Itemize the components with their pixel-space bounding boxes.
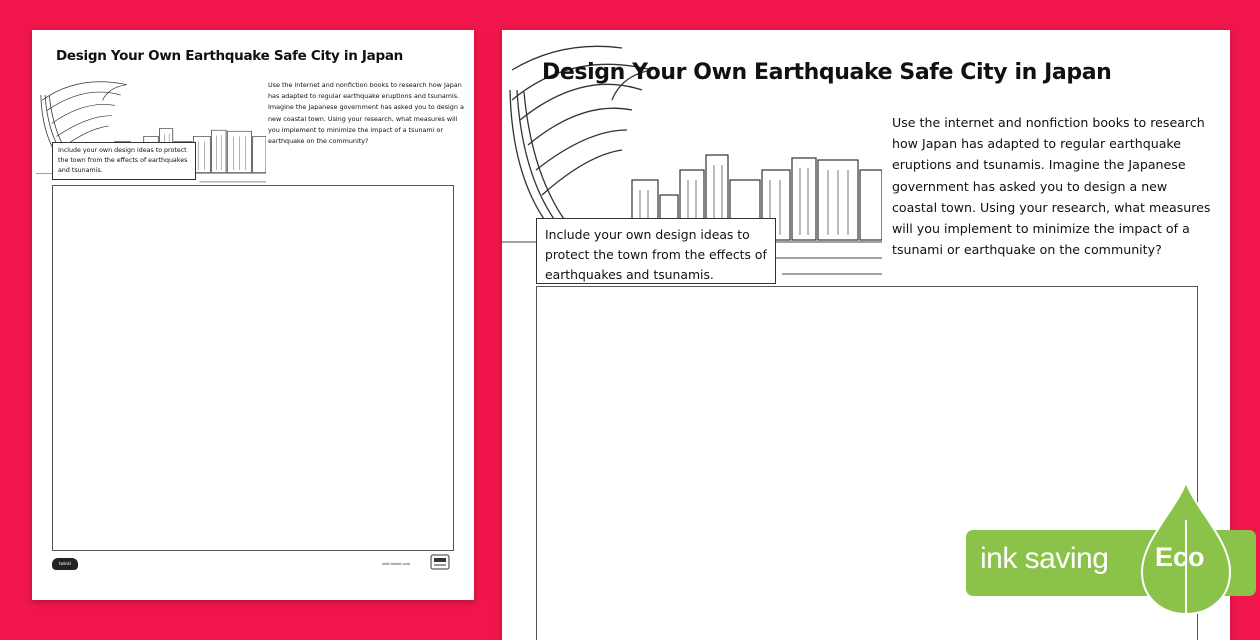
footer-url: visit twinkl.com <box>382 562 411 566</box>
worksheet-preview-small <box>32 30 474 600</box>
worksheet-instructions: Use the internet and nonfiction books to research how Japan has adapted to regular earthquake eruptions and tsunamis. Imagine the Japanese government has asked you to design a new coastal town. Using your research, what measures will you implement to minimize the impact of a tsunami or earthquake on the community? <box>892 115 1211 258</box>
worksheet-instructions: Use the internet and nonfiction books to research how Japan has adapted to regular earthquake eruptions and tsunamis. Imagine the Japanese government has asked you to design a new coastal town. Using your research, what measures will you implement to minimize the impact of a tsunami or earthquake on the community? <box>268 81 464 146</box>
drawing-area <box>52 185 454 551</box>
design-ideas-callout: Include your own design ideas to protect the town from the effects of earthquakes and tsunamis. <box>52 142 196 180</box>
design-ideas-callout: Include your own design ideas to protect the town from the effects of earthquakes and tsunamis. <box>536 218 776 284</box>
footer-badge-icon <box>430 554 450 570</box>
worksheet-title: Design Your Own Earthquake Safe City in Japan <box>542 60 1112 85</box>
worksheet-title: Design Your Own Earthquake Safe City in Japan <box>56 48 403 64</box>
ink-saving-label: ink saving <box>980 542 1109 575</box>
eco-label: Eco <box>1155 542 1205 572</box>
twinkl-logo: twinkl <box>52 558 78 570</box>
